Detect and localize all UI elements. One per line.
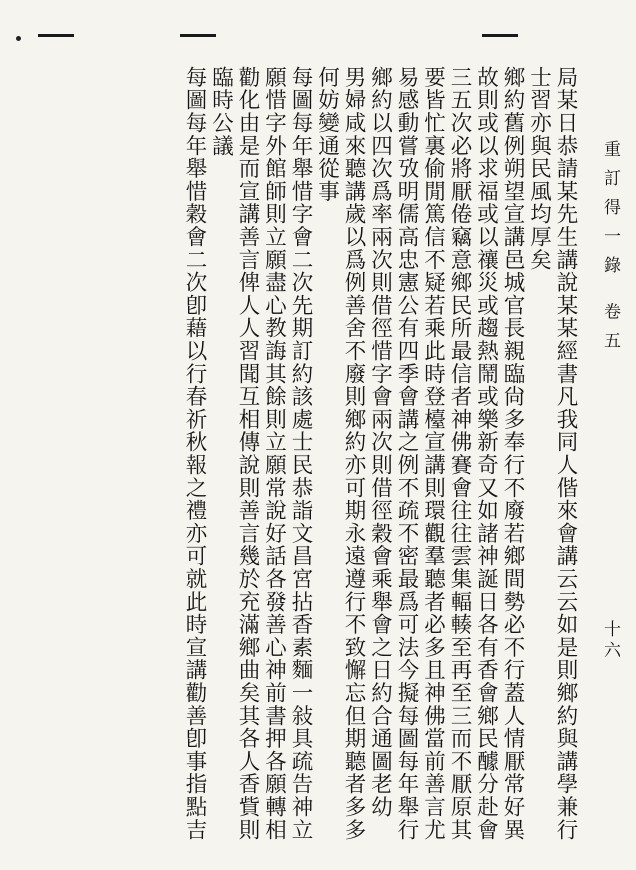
text-column: 何妨變通從事 (314, 66, 340, 203)
text-column: 臨時公議 (208, 66, 234, 158)
text-column: 故則或以求福或以禳災或趨熱鬧或樂新奇又如諸神誕日各有香會鄉民醵分赴會 (473, 66, 499, 842)
text-column: 男婦咸來聽講歲以爲例善舍不廢則鄉約亦可期永遠遵行不致懈忘但期聽者多多 (341, 66, 366, 842)
text-column: 士習亦與民風均厚矣 (526, 66, 552, 272)
text-column: 易感動嘗攷明儒高忠憲公有四季會講之例不疏不密最爲可法今擬每圖每年舉行 (394, 66, 419, 842)
text-column: 鄉約舊例朔望宣講邑城官長親臨尙多奉行不廢若鄉間勢必不行蓋人情厭常好異 (500, 66, 525, 842)
top-rule-mark (482, 34, 518, 37)
text-column: 三五次必將厭倦竊意鄉民所最信者神佛賽會往往雲集輻輳至再至三而不厭原其 (447, 66, 472, 842)
text-column: 願惜字外館師則立願盡心教誨其餘則立願常說好話各發善心神前書押各願轉相 (261, 66, 287, 842)
corner-dot (16, 36, 21, 41)
text-column: 局某日恭請某先生講說某某經書凡我同人偕來會講云云如是則鄉約與講學兼行 (553, 66, 578, 842)
text-column: 勸化由是而宣講善言俾人人習聞互相傳說則善言幾於充滿鄉曲矣其各人香貲則 (235, 66, 260, 842)
running-title: 重訂得一錄 卷五 (600, 140, 620, 361)
text-column: 每圖每年舉惜穀會二次卽藉以行春祈秋報之禮亦可就此時宣講勸善卽事指點吉 (182, 66, 207, 842)
text-column: 每圖每年舉惜字會二次先期訂約該處士民恭詣文昌宮拈香素麵一敍具疏告神立 (288, 66, 313, 842)
text-column: 鄉約以四次爲率兩次則借徑惜字會兩次則借徑穀會乘舉會之日約合通圖老幼 (367, 66, 393, 819)
top-rule-mark (180, 34, 216, 37)
text-column: 要皆忙裏偷閒篤信不疑若乘此時登檯宣講則環觀羣聽者必多且神佛當前善言尤 (420, 66, 446, 842)
vertical-text-body (181, 66, 579, 852)
top-rule-mark (38, 34, 74, 37)
page-number: 十六 (600, 620, 620, 662)
